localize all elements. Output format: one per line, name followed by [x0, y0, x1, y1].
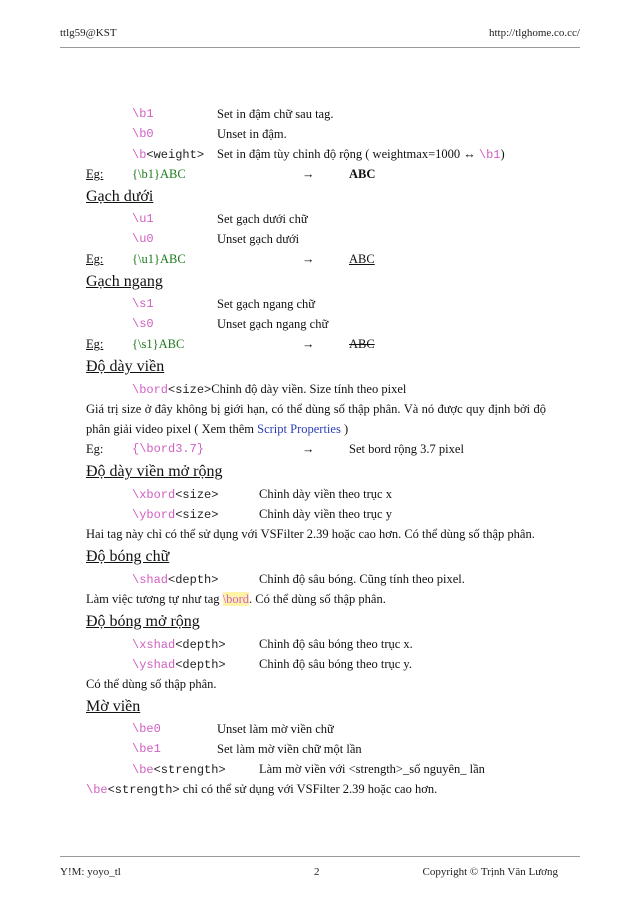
tag-row: [86, 759, 566, 779]
tag-description: Chỉnh dày viền theo trục y: [259, 507, 392, 521]
tag-description: Unset gạch ngang chữ: [217, 317, 329, 331]
tag-description: Set làm mờ viền chữ một lần: [217, 742, 362, 756]
header-divider: [60, 47, 580, 48]
paragraph: \be<strength> chỉ có thể sử dụng với VSFilter 2.39 hoặc cao hơn.: [86, 782, 438, 797]
example-result: ABC: [349, 167, 376, 181]
example-row: [86, 164, 566, 184]
section-heading: Độ bóng mở rộng: [86, 613, 200, 630]
section-heading: Độ dày viền mở rộng: [86, 463, 223, 480]
tag-row: [86, 654, 566, 674]
example-row: [86, 249, 566, 269]
inline-tag: \bord: [222, 592, 250, 606]
tag-description: Chỉnh độ sâu bóng theo trục y.: [259, 657, 412, 671]
example-row: [86, 439, 566, 459]
tag-row: [86, 314, 566, 334]
tag-row: [86, 719, 566, 739]
tag-code: \s0: [132, 317, 154, 331]
section-heading: Mờ viền: [86, 698, 141, 715]
script-properties-link[interactable]: Script Properties: [257, 422, 341, 436]
example-row: [86, 334, 566, 354]
header-url: http://tlghome.co.cc/: [488, 27, 580, 39]
example-label: Eg:: [86, 167, 104, 181]
section-heading: Độ dày viền: [86, 358, 165, 375]
tag-code: \u0: [132, 232, 154, 246]
tag-code: \be<strength>: [132, 763, 226, 777]
example-result: ABC: [349, 252, 375, 266]
tag-description: Unset in đậm.: [217, 127, 287, 141]
tag-description: Unset làm mờ viền chữ: [217, 722, 334, 736]
tag-description: Set in đậm tùy chỉnh độ rộng ( weightmax=1000 ↔ \b1): [217, 147, 505, 162]
example-code: {\b1}ABC: [132, 167, 186, 181]
tag-row: [86, 484, 566, 504]
arrow-icon: →: [302, 252, 315, 266]
example-label: Eg:: [86, 442, 104, 456]
section-heading: Gạch ngang: [86, 273, 163, 290]
tag-code: \bord<size>Chỉnh độ dày viền. Size tính theo pixel: [132, 382, 407, 397]
tag-code: \b0: [132, 127, 154, 141]
paragraph: Giá trị size ở đây không bị giới hạn, có thể dùng số thập phân. Và nó được quy định bởi độ phân giải video pixel ( Xem thêm Script Properties ): [86, 402, 546, 436]
tag-row: [86, 294, 566, 314]
tag-description: Set in đậm chữ sau tag.: [217, 107, 334, 121]
tag-row: [86, 229, 566, 249]
tag-row: [86, 144, 566, 164]
header-left: ttlg59@KST: [60, 27, 117, 39]
tag-code: \xshad<depth>: [132, 638, 226, 652]
example-result: Set bord rộng 3.7 pixel: [349, 442, 464, 456]
footer-contact: Y!M: yoyo_tl: [60, 866, 121, 878]
section-heading: Độ bóng chữ: [86, 548, 170, 565]
tag-description: Set gạch dưới chữ: [217, 212, 308, 226]
footer-divider: [60, 856, 580, 857]
example-result: ABC: [349, 337, 375, 351]
tag-code: \shad<depth>: [132, 573, 219, 587]
example-code: {\u1}ABC: [132, 252, 186, 266]
tag-description: Chỉnh dày viền theo trục x: [259, 487, 392, 501]
tag-row: [86, 379, 566, 399]
arrow-icon: →: [302, 167, 315, 181]
tag-code: \b1: [132, 107, 154, 121]
tag-row: [86, 634, 566, 654]
example-code: {\s1}ABC: [132, 337, 185, 351]
tag-code: \be1: [132, 742, 161, 756]
tag-code: \b<weight>: [132, 148, 205, 162]
tag-row: [86, 104, 566, 124]
example-label: Eg:: [86, 252, 104, 266]
tag-description: Chỉnh độ sâu bóng theo trục x.: [259, 637, 413, 651]
page-number: 2: [314, 866, 320, 878]
example-label: Eg:: [86, 337, 104, 351]
tag-row: [86, 124, 566, 144]
tag-description: Set gạch ngang chữ: [217, 297, 316, 311]
tag-description: Chỉnh độ sâu bóng. Cũng tính theo pixel.: [259, 572, 465, 586]
tag-code: \yshad<depth>: [132, 658, 226, 672]
paragraph: Có thể dùng số thập phân.: [86, 677, 217, 691]
paragraph: Làm việc tương tự như tag \bord. Có thể dùng số thập phân.: [86, 592, 386, 606]
tag-row: [86, 739, 566, 759]
arrow-icon: →: [302, 337, 315, 351]
tag-code: \xbord<size>: [132, 488, 219, 502]
tag-description: Làm mờ viền với <strength>_số nguyên_ lần: [259, 762, 485, 776]
tag-row: [86, 569, 566, 589]
tag-code: \ybord<size>: [132, 508, 219, 522]
tag-code: \u1: [132, 212, 154, 226]
example-code: {\bord3.7}: [132, 442, 205, 456]
paragraph: Hai tag này chỉ có thể sử dụng với VSFilter 2.39 hoặc cao hơn. Có thể dùng số thập phân.: [86, 527, 535, 541]
arrow-icon: →: [302, 442, 315, 456]
tag-code: \s1: [132, 297, 154, 311]
tag-row: [86, 504, 566, 524]
page-content: [86, 104, 566, 800]
tag-row: [86, 209, 566, 229]
tag-description: Chỉnh độ dày viền. Size tính theo pixel: [211, 382, 407, 396]
section-heading: Gạch dưới: [86, 188, 154, 205]
footer-copyright: Copyright © Trịnh Văn Lương: [422, 866, 558, 878]
tag-description: Unset gạch dưới: [217, 232, 300, 246]
tag-code: \be0: [132, 722, 161, 736]
